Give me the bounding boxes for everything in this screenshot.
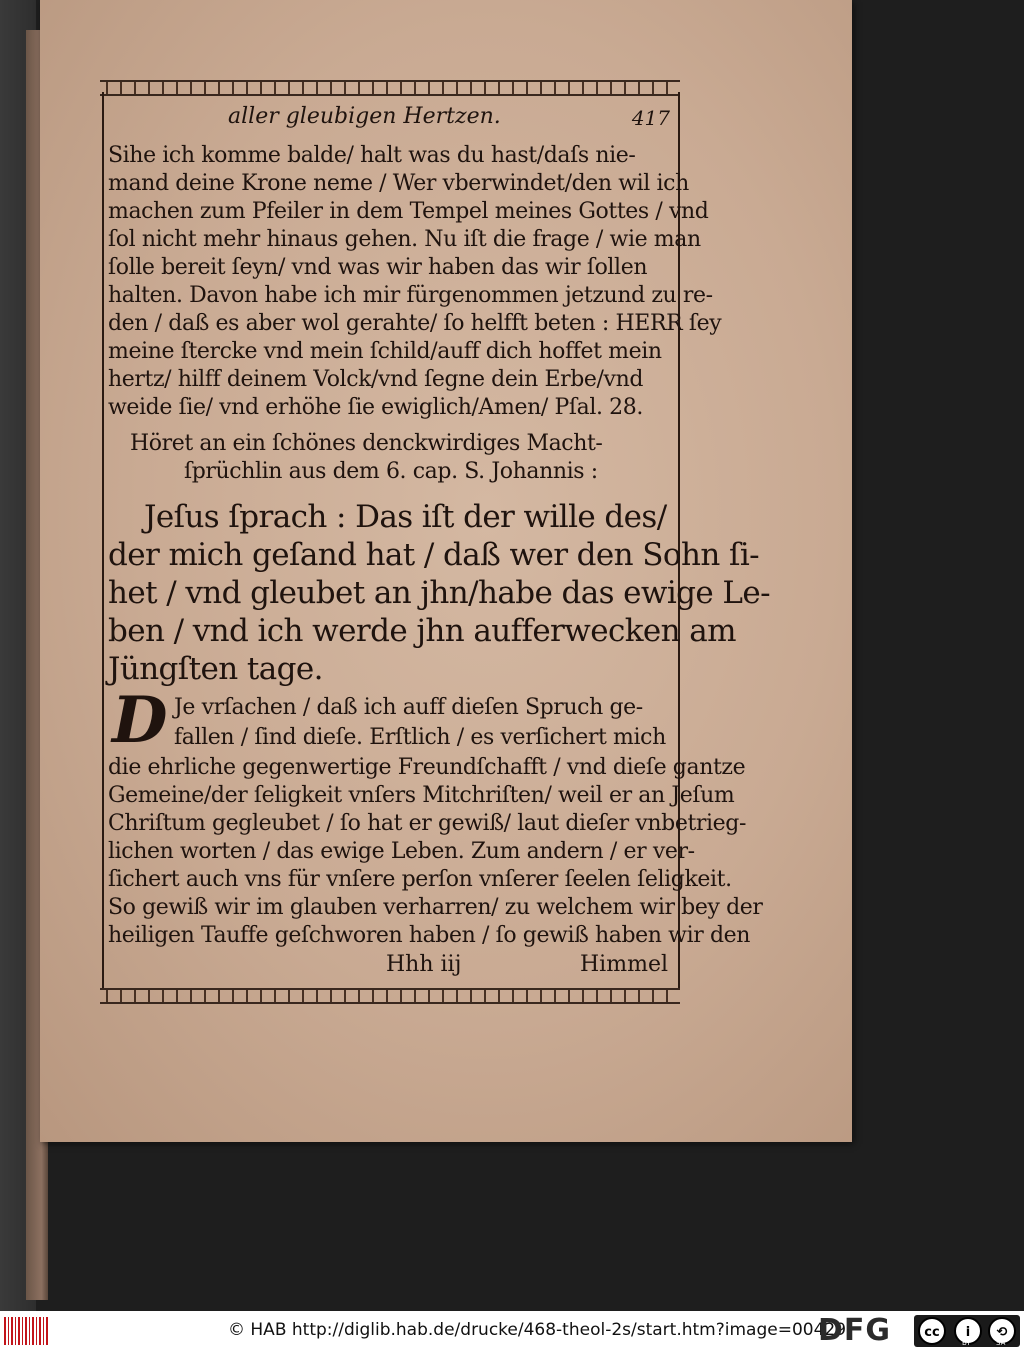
signature-line xyxy=(108,952,674,980)
running-title: aller gleubigen Hertzen. xyxy=(228,104,501,129)
page-number: 417 xyxy=(631,106,670,130)
text-line: mand deine Krone neme / Wer vberwindet/den wil ich xyxy=(108,171,689,196)
cc-by-label: BY xyxy=(962,1339,971,1347)
text-line: meine ſtercke vnd mein ſchild/auff dich hoffet mein xyxy=(108,339,662,364)
body-line: die ehrliche gegenwertige Freundſchafft / vnd dieſe gantze xyxy=(108,755,746,780)
text-line: halten. Davon habe ich mir fürgenommen jetzund zu re- xyxy=(108,283,713,308)
text-line: ſolle bereit ſeyn/ vnd was wir haben das wir ſollen xyxy=(108,255,648,280)
verse-line: der mich geſand hat / daß wer den Sohn ſi- xyxy=(108,537,760,573)
barcode-logo xyxy=(4,1317,48,1345)
verse-line: Jeſus ſprach : Das iſt der wille des/ xyxy=(144,499,667,535)
text-line: den / daß es aber wol gerahte/ ſo helfft beten : HERR ſey xyxy=(108,311,722,336)
ornamental-border-bottom xyxy=(100,988,680,1004)
cc-icon: cc xyxy=(918,1317,946,1345)
frame-rule-left xyxy=(102,92,104,988)
signature-mark: Hhh iij xyxy=(386,952,462,977)
heading-line: Höret an ein ſchönes denckwirdiges Macht- xyxy=(130,431,603,456)
footer-credit-link[interactable]: © HAB http://diglib.hab.de/drucke/468-theol-2s/start.htm?image=00429 xyxy=(228,1320,847,1340)
body-line: So gewiß wir im glauben verharren/ zu welchem wir bey der xyxy=(108,895,763,920)
catchword: Himmel xyxy=(580,952,668,977)
cc-sa-label: SA xyxy=(996,1339,1006,1347)
text-line: ſol nicht mehr hinaus gehen. Nu iſt die frage / wie man xyxy=(108,227,701,252)
text-block xyxy=(108,96,770,986)
running-head xyxy=(108,96,674,136)
verse-line: ben / vnd ich werde jhn aufferwecken am xyxy=(108,613,736,649)
body-line: fallen / ſind dieſe. Erſtlich / es verſichert mich xyxy=(174,725,666,750)
cc-license-badge[interactable] xyxy=(914,1315,1020,1347)
attribution-icon: i xyxy=(954,1317,982,1345)
share-alike-icon: ⟲ xyxy=(988,1317,1016,1345)
body-line: ſichert auch vns für vnſere perſon vnſerer ſeelen ſeligkeit. xyxy=(108,867,732,892)
text-line: machen zum Pfeiler in dem Tempel meines Gottes / vnd xyxy=(108,199,709,224)
text-line: Sihe ich komme balde/ halt was du hast/daſs nie- xyxy=(108,143,636,168)
ornamental-border-top xyxy=(100,80,680,96)
heading-line: ſprüchlin aus dem 6. cap. S. Johannis : xyxy=(184,459,598,484)
verse-line: Jüngſten tage. xyxy=(108,651,323,687)
verse-line: het / vnd gleubet an jhn/habe das ewige Le- xyxy=(108,575,770,611)
cc-labels xyxy=(954,1339,1016,1347)
body-line: Chriſtum gegleubet / ſo hat er gewiß/ laut dieſer vnbetrieg- xyxy=(108,811,747,836)
body-line: Gemeine/der ſeligkeit vnſers Mitchriſten/ weil er an Jeſum xyxy=(108,783,735,808)
footer-bar xyxy=(0,1311,1024,1351)
dfg-logo: DFG xyxy=(818,1313,892,1348)
body-line: lichen worten / das ewige Leben. Zum andern / er ver- xyxy=(108,839,695,864)
text-line: hertz/ hilff deinem Volck/vnd ſegne dein Erbe/vnd xyxy=(108,367,644,392)
body-line: Je vrſachen / daß ich auff dieſen Spruch ge- xyxy=(174,695,643,720)
drop-cap: D xyxy=(112,683,168,758)
text-line: weide ſie/ vnd erhöhe ſie ewiglich/Amen/ Pſal. 28. xyxy=(108,395,643,420)
body-line: heiligen Tauffe geſchworen haben / ſo gewiß haben wir den xyxy=(108,923,751,948)
